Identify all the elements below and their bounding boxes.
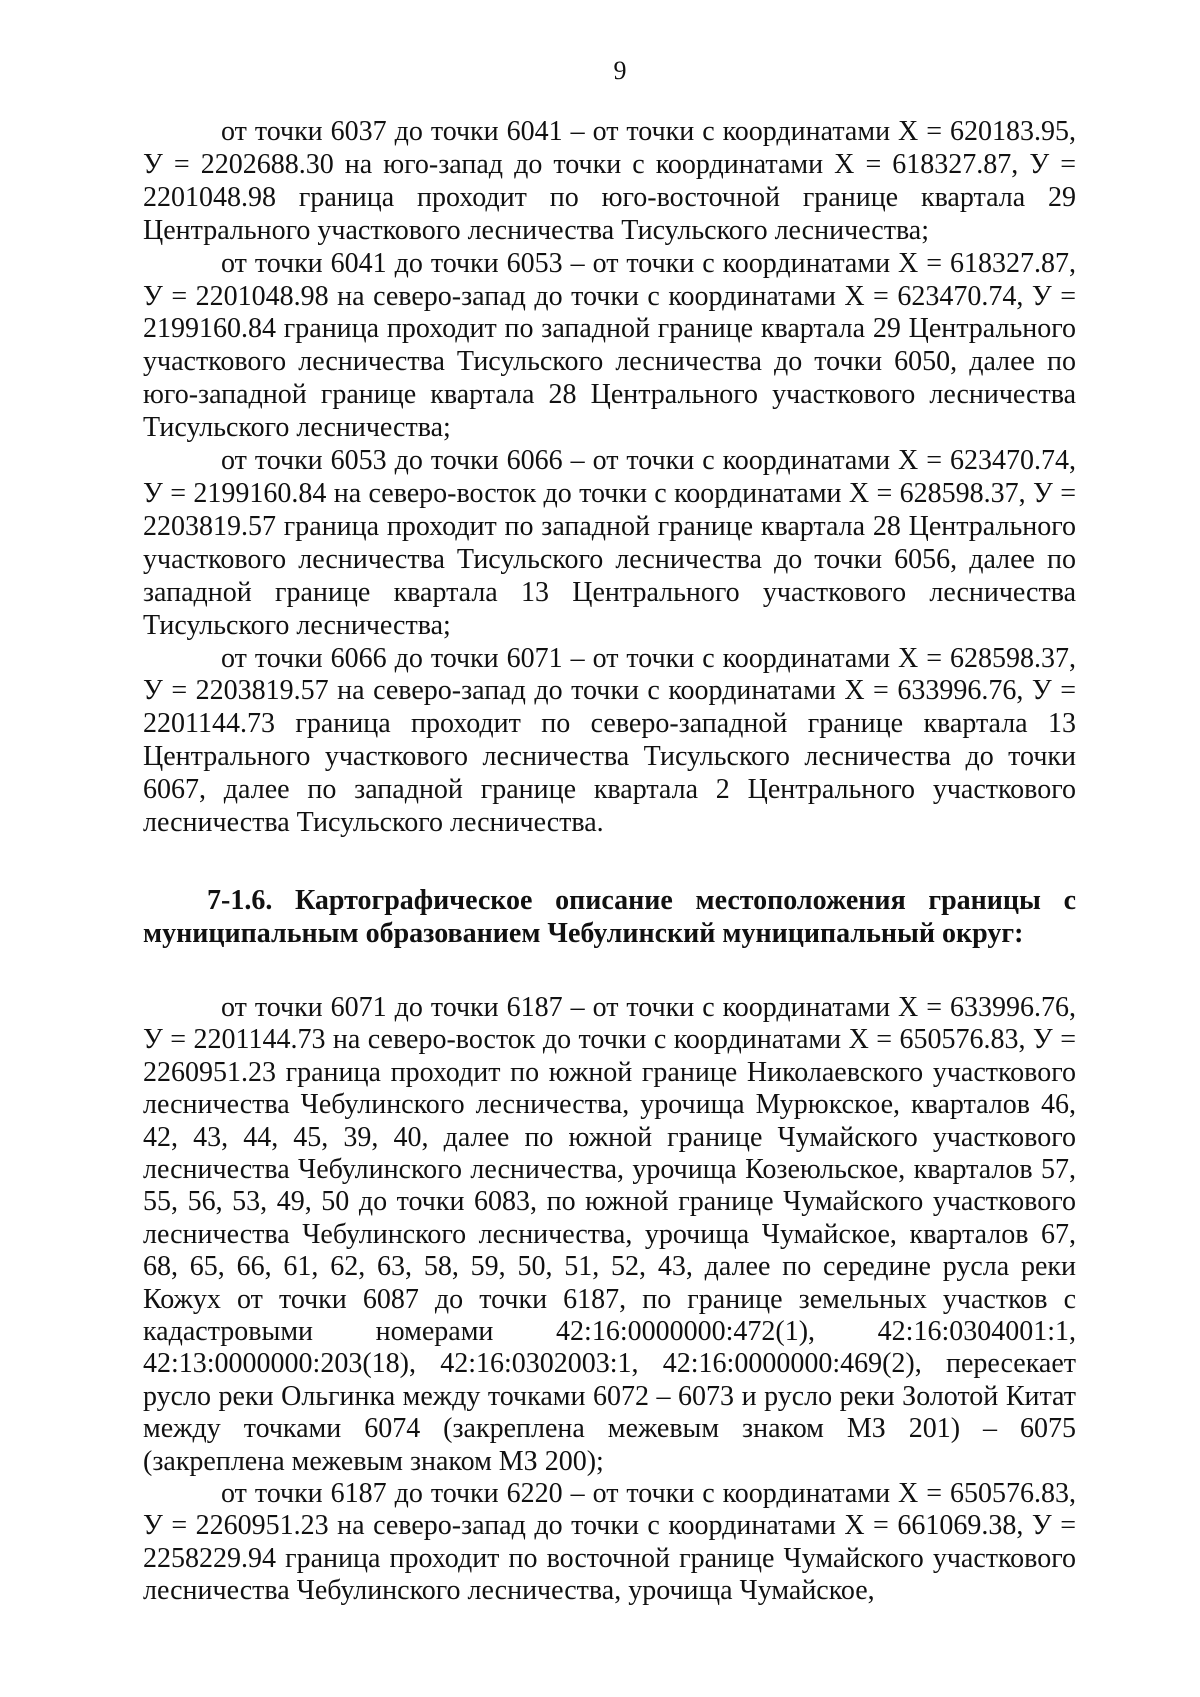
boundary-paragraph: от точки 6053 до точки 6066 – от точки с координатами Х = 623470.74, У = 2199160.84 на северо-восток до точки с координатами Х = 628598.37, У = 2203819.57 граница проходит по западной границе квартала 28 Центрального участкового лесничества Тисульского лесничества до точки 6056, далее по западной границе квартала 13 Центрального участкового лесничества Тисульского лесничества; xyxy=(143,445,1076,641)
page-body xyxy=(143,116,1076,1608)
boundary-paragraph: от точки 6066 до точки 6071 – от точки с координатами Х = 628598.37, У = 2203819.57 на северо-запад до точки с координатами Х = 633996.76, У = 2201144.73 граница проходит по северо-западной границе квартала 13 Центрального участкового лесничества Тисульского лесничества до точки 6067, далее по западной границе квартала 2 Центрального участкового лесничества Тисульского лесничества. xyxy=(143,642,1076,839)
boundary-section-tisul xyxy=(143,116,1076,840)
boundary-paragraph: от точки 6187 до точки 6220 – от точки с координатами Х = 650576.83, У = 2260951.23 на северо-запад до точки с координатами Х = 661069.38, У = 2258229.94 граница проходит по восточной границе Чумайского участкового лесничества Чебулинского лесничества, урочища Чумайское, xyxy=(143,1478,1076,1607)
boundary-paragraph: от точки 6037 до точки 6041 – от точки с координатами Х = 620183.95, У = 2202688.30 на юго-запад до точки с координатами Х = 618327.87, У = 2201048.98 граница проходит по юго-восточной границе квартала 29 Центрального участкового лесничества Тисульского лесничества; xyxy=(143,116,1076,246)
section-heading: 7-1.6. Картографическое описание местоположения границы с муниципальным образованием Чебулинский муниципальный округ: xyxy=(143,884,1076,949)
boundary-paragraph: от точки 6041 до точки 6053 – от точки с координатами Х = 618327.87, У = 2201048.98 на северо-запад до точки с координатами Х = 623470.74, У = 2199160.84 граница проходит по западной границе квартала 29 Центрального участкового лесничества Тисульского лесничества до точки 6050, далее по юго-западной границе квартала 28 Центрального участкового лесничества Тисульского лесничества; xyxy=(143,247,1076,444)
page-number: 9 xyxy=(613,56,627,85)
boundary-section-chebula xyxy=(143,992,1076,1608)
boundary-paragraph: от точки 6071 до точки 6187 – от точки с координатами Х = 633996.76, У = 2201144.73 на северо-восток до точки с координатами Х = 650576.83, У = 2260951.23 граница проходит по южной границе Николаевского участкового лесничества Чебулинского лесничества, урочища Мурюкское, кварталов 46, 42, 43, 44, 45, 39, 40, далее по южной границе Чумайского участкового лесничества Чебулинского лесничества, урочища Козеюльское, кварталов 57, 55, 56, 53, 49, 50 до точки 6083, по южной границе Чумайского участкового лесничества Чебулинского лесничества, урочища Чумайское, кварталов 67, 68, 65, 66, 61, 62, 63, 58, 59, 50, 51, 52, 43, далее по середине русла реки Кожух от точки 6087 до точки 6187, по границе земельных участков с кадастровыми номерами 42:16:0000000:472(1), 42:16:0304001:1, 42:13:0000000:203(18), 42:16:0302003:1, 42:16:0000000:469(2), пересекает русло реки Ольгинка между точками 6072 – 6073 и русло реки Золотой Китат между точками 6074 (закреплена межевым знаком МЗ 201) – 6075 (закреплена межевым знаком МЗ 200); xyxy=(143,991,1076,1477)
